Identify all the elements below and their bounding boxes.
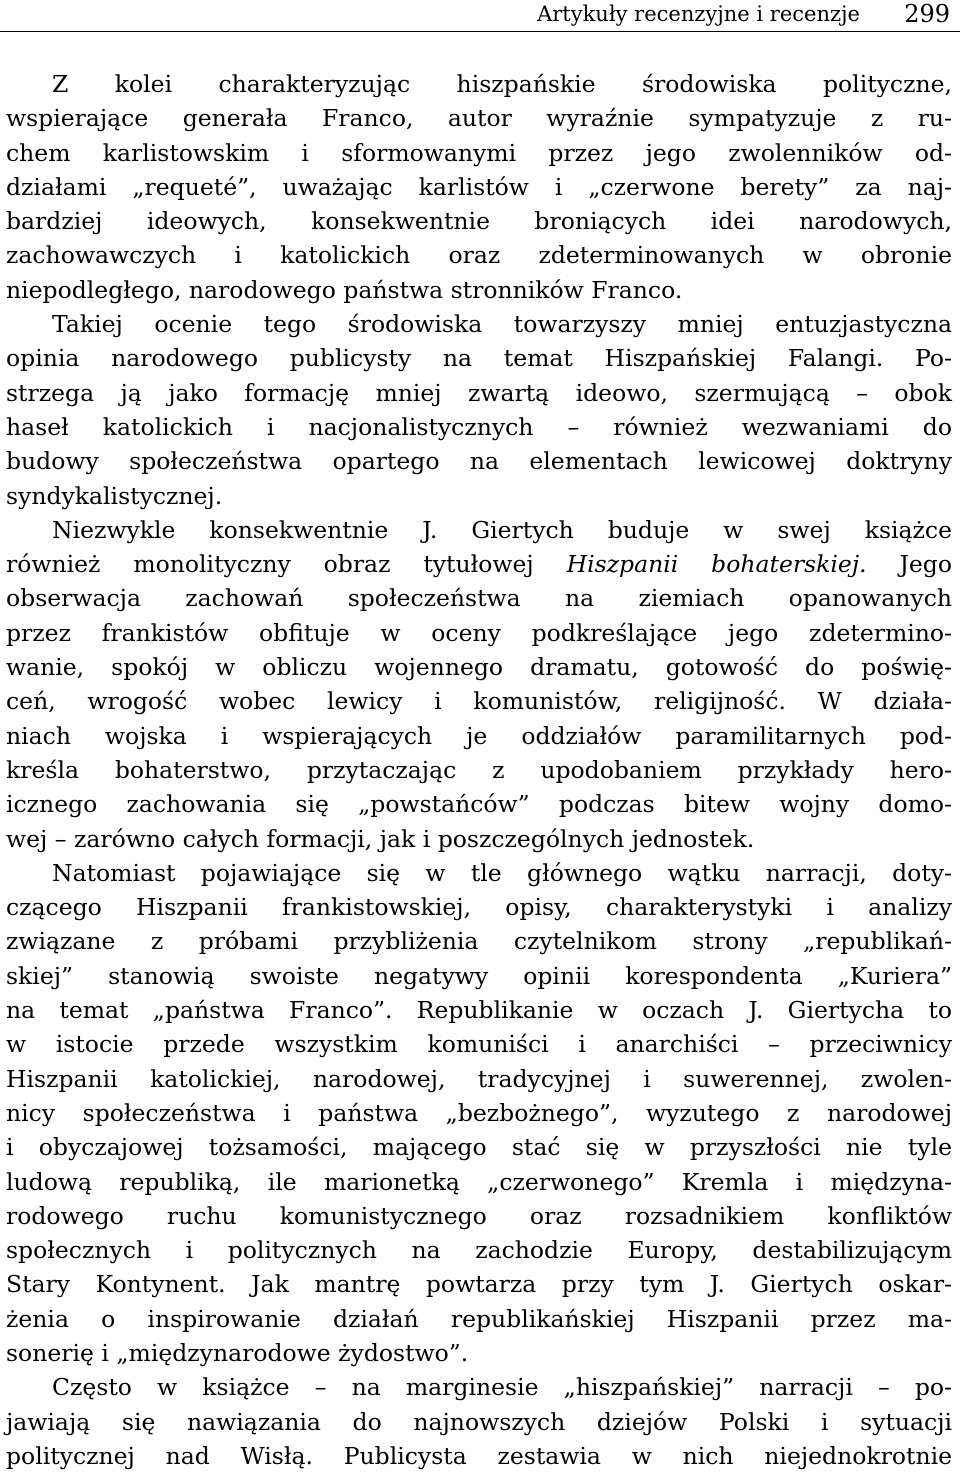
text-line: Z kolei charakteryzując hiszpańskie środowiska polityczne, xyxy=(52,70,952,98)
text-line: związane z próbami przybliżenia czytelnikom strony „republikań- xyxy=(6,927,952,956)
text-line: chem karlistowskim i sformowanymi przez jego zwolenników od- xyxy=(6,138,952,167)
text-line: Niezwykle konsekwentnie J. Giertych buduje w swej książce xyxy=(52,515,952,544)
text-line: ludową republiką, ile marionetką „czerwonego” Kremla i międzyna- xyxy=(6,1167,952,1196)
text-fragment: Jego xyxy=(866,550,952,579)
text-line: jawiają się nawiązania do najnowszych dziejów Polski i sytuacji xyxy=(6,1407,952,1436)
text-line: nicy społeczeństwa i państwa „bezbożnego”, wyzutego z narodowej xyxy=(6,1098,952,1127)
text-line: bardziej ideowych, konsekwentnie broniących idei narodowych, xyxy=(6,207,952,236)
text-line: kreśla bohaterstwo, przytaczając z upodobaniem przykłady hero- xyxy=(6,755,952,784)
text-line: niepodległego, narodowego państwa stronników Franco. xyxy=(6,275,683,304)
text-line: przez frankistów obfituje w oceny podkreślające jego zdetermino- xyxy=(6,618,952,647)
text-line: haseł katolickich i nacjonalistycznych – również wezwaniami do xyxy=(6,412,952,441)
text-line: Natomiast pojawiające się w tle głównego wątku narracji, doty- xyxy=(52,858,952,887)
text-line-with-title xyxy=(6,547,952,581)
text-line: budowy społeczeństwa opartego na elementach lewicowej doktryny xyxy=(6,447,952,476)
text-line: niach wojska i wspierających je oddziałów paramilitarnych pod- xyxy=(6,721,952,750)
text-line: Stary Kontynent. Jak mantrę powtarza przy tym J. Giertych oskar- xyxy=(6,1270,952,1299)
text-line: żenia o inspirowanie działań republikańskiej Hiszpanii przez ma- xyxy=(6,1304,952,1333)
paragraph-1 xyxy=(6,67,952,307)
page-number: 299 xyxy=(904,0,950,28)
text-line: rodowego ruchu komunistycznego oraz rozsadnikiem konfliktów xyxy=(6,1201,952,1230)
text-line: Hiszpanii katolickiej, narodowej, tradycyjnej i suwerennej, zwolen- xyxy=(6,1064,952,1093)
text-line: społecznych i politycznych na zachodzie Europy, destabilizującym xyxy=(6,1236,952,1265)
text-line: ceń, wrogość wobec lewicy i komunistów, religijność. W działa- xyxy=(6,687,952,716)
paragraph-5 xyxy=(6,1370,952,1473)
text-line: opinia narodowego publicysty na temat Hiszpańskiej Falangi. Po- xyxy=(6,344,952,373)
text-line: czącego Hiszpanii frankistowskiej, opisy, charakterystyki i analizy xyxy=(6,893,952,922)
running-head xyxy=(0,0,960,32)
text-line: syndykalistycznej. xyxy=(6,481,223,510)
text-line: wanie, spokój w obliczu wojennego dramatu, gotowość do poświę- xyxy=(6,653,952,682)
text-line: strzega ją jako formację mniej zwartą ideowo, szermującą – obok xyxy=(6,378,952,407)
text-line: Często w książce – na marginesie „hiszpańskiej” narracji – po- xyxy=(52,1373,952,1402)
book-title: Hiszpanii bohaterskiej. xyxy=(566,550,867,579)
text-line: wspierające generała Franco, autor wyraźnie sympatyzuje z ru- xyxy=(6,104,952,133)
text-fragment: również monolityczny obraz tytułowej xyxy=(6,550,567,579)
paragraph-4 xyxy=(6,856,952,1370)
text-line: icznego zachowania się „powstańców” podczas bitew wojny domo- xyxy=(6,790,952,819)
paragraph-3 xyxy=(6,513,952,856)
paragraph-2 xyxy=(6,307,952,513)
text-line: w istocie przede wszystkim komuniści i anarchiści – przeciwnicy xyxy=(6,1030,952,1059)
running-head-section-title: Artykuły recenzyjne i recenzje xyxy=(537,2,860,26)
text-line: politycznej nad Wisłą. Publicysta zestawia w nich niejednokrotnie xyxy=(6,1441,952,1470)
text-line: wej – zarówno całych formacji, jak i poszczególnych jednostek. xyxy=(6,824,755,853)
text-line: sonerię i „międzynarodowe żydostwo”. xyxy=(6,1338,469,1367)
text-line: skiej” stanowią swoiste negatywy opinii korespondenta „Kuriera” xyxy=(6,961,952,990)
text-line: działami „requeté”, uważając karlistów i „czerwone berety” za naj- xyxy=(6,172,952,201)
text-line: na temat „państwa Franco”. Republikanie w oczach J. Giertycha to xyxy=(6,996,952,1025)
text-line: i obyczajowej tożsamości, mającego stać się w przyszłości nie tyle xyxy=(6,1133,952,1162)
text-line: Takiej ocenie tego środowiska towarzyszy mniej entuzjastyczna xyxy=(52,310,952,339)
text-line: obserwacja zachowań społeczeństwa na ziemiach opanowanych xyxy=(6,584,952,613)
text-line: zachowawczych i katolickich oraz zdeterminowanych w obronie xyxy=(6,241,952,270)
body-text xyxy=(6,67,952,1473)
